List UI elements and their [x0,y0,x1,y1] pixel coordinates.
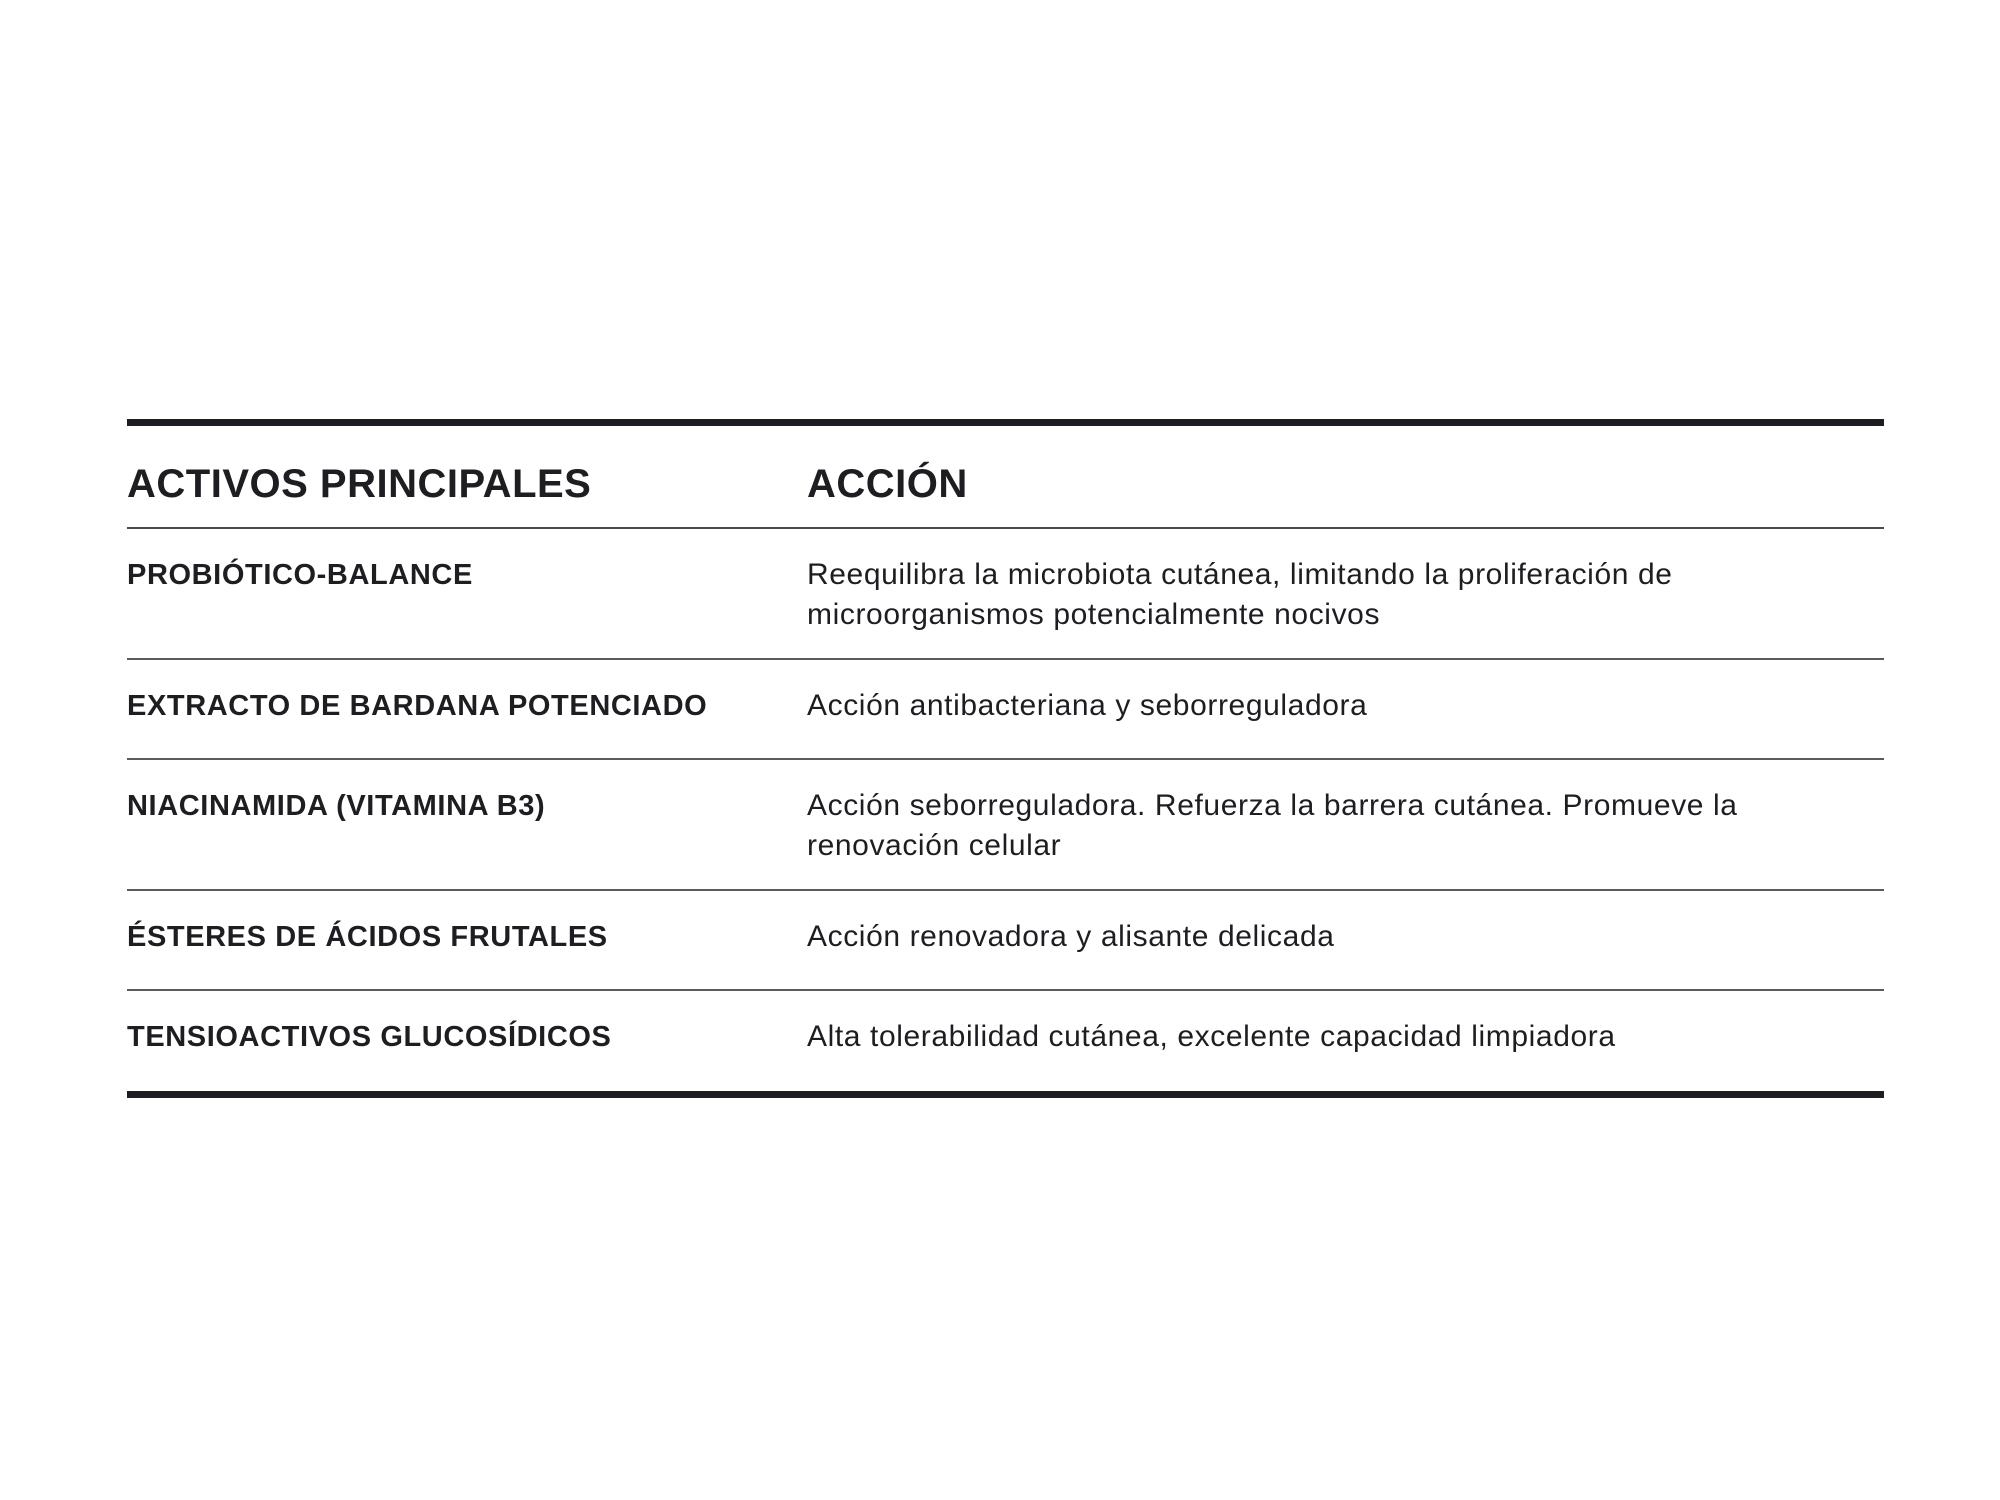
ingredient-action: Acción antibacteriana y seborreguladora [807,689,1368,722]
header-action: ACCIÓN [807,462,968,506]
ingredient-name: ÉSTERES DE ÁCIDOS FRUTALES [127,921,608,953]
ingredient-name: TENSIOACTIVOS GLUCOSÍDICOS [127,1021,612,1053]
ingredient-action: Alta tolerabilidad cutánea, excelente capacidad limpiadora [807,1020,1616,1053]
ingredient-name: EXTRACTO DE BARDANA POTENCIADO [127,690,708,722]
ingredient-action: Acción seborreguladora. Refuerza la barrera cutánea. Promueve la renovación celular [807,789,1738,862]
table-row [127,991,1884,1091]
table-header-row [127,426,1884,529]
ingredient-name: NIACINAMIDA (VITAMINA B3) [127,790,546,822]
header-ingredients: ACTIVOS PRINCIPALES [127,462,592,506]
table-row [127,760,1884,891]
table-row [127,660,1884,760]
ingredient-action: Reequilibra la microbiota cutánea, limitando la proliferación de microorganismos potencialmente nocivos [807,558,1673,631]
table-row [127,891,1884,991]
table-row [127,529,1884,660]
ingredient-action: Acción renovadora y alisante delicada [807,920,1335,953]
ingredients-table [127,419,1884,1098]
ingredient-name: PROBIÓTICO-BALANCE [127,559,473,591]
